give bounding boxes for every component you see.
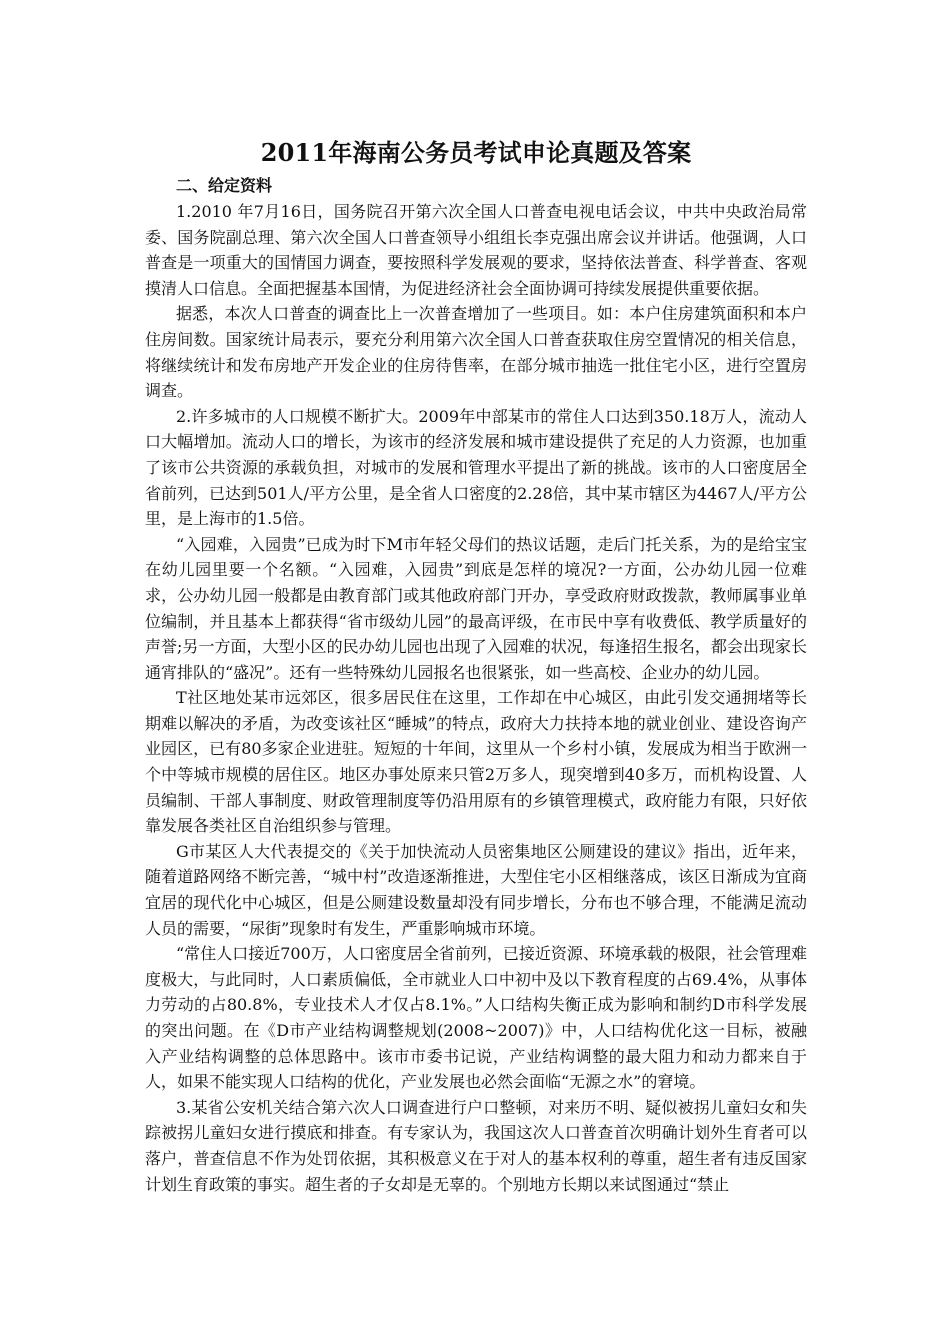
paragraph: “常住人口接近700万，人口密度居全省前列，已接近资源、环境承载的极限，社会管理难度极大，与此同时，人口素质偏低，全市就业人口中初中及以下教育程度的占69.4%，从事体力劳动的占80.8%，专业技术人才仅占8.1%。”人口结构失衡正成为影响和制约D市科学发展的突出问题。在《D市产业结构调整规划(2008~2007)》中，人口结构优化这一目标，被融入产业结构调整的总体思路中。该市市委书记说，产业结构调整的最大阻力和动力都来自于人，如果不能实现人口结构的优化，产业发展也必然会面临“无源之水”的窘境。	[145, 944, 807, 1092]
paragraph: “入园难，入园贵”已成为时下M市年轻父母们的热议话题，走后门托关系，为的是给宝宝在幼儿园里要一个名额。“入园难，入园贵”到底是怎样的境况?一方面，公办幼儿园一位难求，公办幼儿园一般都是由教育部门或其他政府部门开办，享受政府财政拨款，教师属事业单位编制，并且基本上都获得“省市级幼儿园”的最高评级，在市民中享有收费低、教学质量好的声誉;另一方面，大型小区的民办幼儿园也出现了入园难的状况，每逢招生报名，都会出现家长通宵排队的“盛况”。还有一些特殊幼儿园报名也很紧张，如一些高校、企业办的幼儿园。	[145, 534, 807, 682]
paragraph: T社区地处某市远郊区，很多居民住在这里，工作却在中心城区，由此引发交通拥堵等长期难以解决的矛盾，为改变该社区“睡城”的特点，政府大力扶持本地的就业创业、建设咨询产业园区，已有80多家企业进驻。短短的十年间，这里从一个乡村小镇，发展成为相当于欧洲一个中等城市规模的居住区。地区办事处原来只管2万多人，现突增到40多万，而机构设置、人员编制、干部人事制度、财政管理制度等仍沿用原有的乡镇管理模式，政府能力有限，只好依靠发展各类社区自治组织参与管理。	[145, 688, 807, 836]
paragraph: 1.2010 年7月16日，国务院召开第六次全国人口普查电视电话会议，中共中央政治局常委、国务院副总理、第六次全国人口普查领导小组组长李克强出席会议并讲话。他强调，人口普查是一项重大的国情国力调查，要按照科学发展观的要求，坚持依法普查、科学普查、客观摸清人口信息。全面把握基本国情，为促进经济社会全面协调可持续发展提供重要依据。	[145, 202, 807, 298]
paragraph: G市某区人大代表提交的《关于加快流动人员密集地区公厕建设的建议》指出，近年来，随着道路网络不断完善，“城中村”改造逐渐推进，大型住宅小区相继落成，该区日渐成为宜商宜居的现代化中心城区，但是公厕建设数量却没有同步增长，分布也不够合理，不能满足流动人员的需要，“尿街”现象时有发生，严重影响城市环境。	[145, 841, 807, 938]
paragraph: 据悉，本次人口普查的调查比上一次普查增加了一些项目。如：本户住房建筑面积和本户住房间数。国家统计局表示，要充分利用第六次全国人口普查获取住房空置情况的相关信息，将继续统计和发布房地产开发企业的住房待售率，在部分城市抽选一批住宅小区，进行空置房调查。	[145, 304, 807, 401]
document-title: 2011年海南公务员考试申论真题及答案	[260, 138, 692, 167]
paragraph: 2.许多城市的人口规模不断扩大。2009年中部某市的常住人口达到350.18万人，流动人口大幅增加。流动人口的增长，为该市的经济发展和城市建设提供了充足的人力资源，也加重了该市公共资源的承载负担，对城市的发展和管理水平提出了新的挑战。该市的人口密度居全省前列，已达到501人/平方公里，是全省人口密度的2.28倍，其中某市辖区为4467人/平方公里，是上海市的1.5倍。	[145, 406, 807, 529]
document-content	[145, 133, 807, 1197]
section-heading: 二、给定资料	[176, 176, 273, 195]
paragraph: 3.某省公安机关结合第六次人口调查进行户口整顿，对来历不明、疑似被拐儿童妇女和失踪被拐儿童妇女进行摸底和排查。有专家认为，我国这次人口普查首次明确计划外生育者可以落户，普查信息不作为处罚依据，其积极意义在于对人的基本权利的尊重，超生者有违反国家计划生育政策的事实。超生者的子女却是无辜的。个别地方长期以来试图通过“禁止	[145, 1097, 807, 1194]
